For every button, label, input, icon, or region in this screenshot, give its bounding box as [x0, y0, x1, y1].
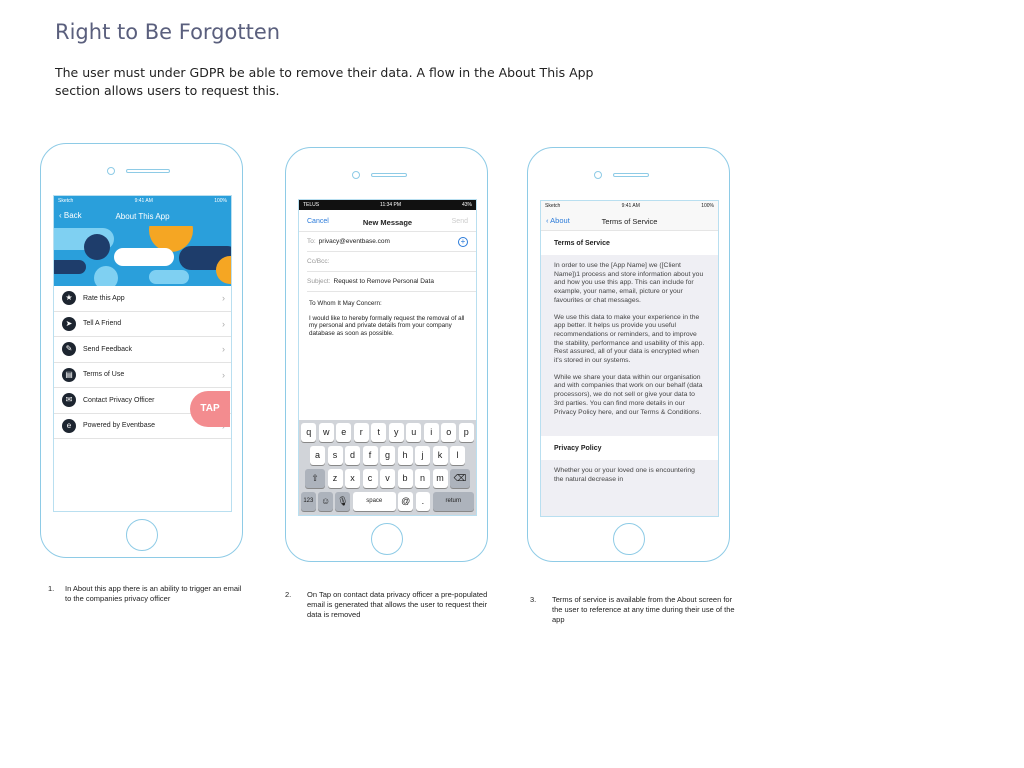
key-p[interactable]: p — [459, 423, 474, 442]
keyboard-row-4 — [301, 492, 474, 511]
home-button[interactable] — [613, 523, 645, 555]
mail-icon: ✉ — [62, 393, 76, 407]
menu-item-terms[interactable] — [54, 363, 231, 389]
terms-paragraph: While we share your data within our organisation and with companies that work on our behalf (data processors), we do not sell or give your data to 3rd parties. You can find more details in our Privacy Policy here, and our Terms & Conditions. — [554, 373, 703, 416]
art-shape — [84, 234, 110, 260]
delete-key[interactable]: ⌫ — [450, 469, 470, 488]
time-label: 9:41 AM — [621, 203, 640, 209]
battery-label: 100% — [701, 203, 714, 209]
cc-label: Cc/Bcc: — [307, 258, 330, 265]
caption-step-3 — [530, 595, 740, 625]
subject-field[interactable] — [307, 272, 476, 292]
key-r[interactable]: r — [354, 423, 369, 442]
camera-icon — [107, 167, 115, 175]
menu-label: Send Feedback — [83, 345, 133, 353]
to-field[interactable] — [307, 232, 476, 252]
at-key[interactable]: @ — [398, 492, 413, 511]
status-bar — [299, 200, 476, 210]
key-h[interactable]: h — [398, 446, 413, 465]
caption-step-2 — [285, 590, 490, 620]
back-label: Back — [63, 211, 82, 220]
key-t[interactable]: t — [371, 423, 386, 442]
email-body[interactable] — [299, 292, 476, 352]
compose-nav — [299, 210, 476, 232]
chevron-right-icon: › — [222, 369, 225, 380]
page-description: The user must under GDPR be able to remove their data. A flow in the About This App section allows users to request this. — [55, 65, 594, 98]
home-button[interactable] — [126, 519, 158, 551]
privacy-paragraph: Whether you or your loved one is encountering the natural decrease in — [554, 467, 695, 483]
caption-text: In About this app there is an ability to trigger an email to the companies privacy officer — [65, 584, 242, 603]
caption-number: 1. — [48, 584, 55, 593]
carrier-label: Sketch — [58, 198, 74, 204]
art-shape — [149, 270, 189, 284]
terms-body — [541, 255, 718, 432]
key-k[interactable]: k — [433, 446, 448, 465]
battery-label: 100% — [214, 198, 227, 204]
key-s[interactable]: s — [328, 446, 343, 465]
speaker-grille — [126, 169, 170, 173]
numbers-key[interactable]: 123 — [301, 492, 316, 511]
key-x[interactable]: x — [345, 469, 360, 488]
caption-step-1 — [48, 584, 248, 604]
keyboard-row-3 — [301, 469, 474, 488]
caption-number: 3. — [530, 595, 537, 604]
nav-bar — [541, 211, 718, 231]
key-u[interactable]: u — [406, 423, 421, 442]
key-d[interactable]: d — [345, 446, 360, 465]
menu-label: Rate this App — [83, 294, 125, 302]
star-icon: ★ — [62, 291, 76, 305]
art-shape — [54, 260, 86, 274]
menu-label: Contact Privacy Officer — [83, 396, 155, 404]
pencil-icon: ✎ — [62, 342, 76, 356]
caption-text: On Tap on contact data privacy officer a pre-populated email is generated that allows the user to request their data is removed — [307, 590, 488, 619]
nav-title: Terms of Service — [601, 217, 658, 226]
menu-item-rate[interactable] — [54, 286, 231, 312]
privacy-body — [541, 460, 718, 499]
terms-section-header: Terms of Service — [541, 231, 718, 255]
key-w[interactable]: w — [319, 423, 334, 442]
terms-paragraph: In order to use the [App Name] we ([Client Name])1 process and store information about you and how you use this app. This can include for example, your name, email, picture or your favourites or chat messages. — [554, 262, 704, 304]
key-j[interactable]: j — [415, 446, 430, 465]
battery-label: 43% — [461, 202, 472, 208]
back-button[interactable]: ‹ About — [546, 216, 570, 225]
tap-indicator: TAP — [190, 391, 230, 427]
art-shape — [114, 248, 174, 266]
menu-label: Terms of Use — [83, 371, 125, 379]
art-shape — [94, 266, 118, 286]
key-z[interactable]: z — [328, 469, 343, 488]
key-i[interactable]: i — [424, 423, 439, 442]
nav-title: About This App — [115, 212, 170, 221]
carrier-label: TELUS — [303, 202, 320, 208]
phone-mockup-terms — [527, 147, 730, 562]
key-o[interactable]: o — [441, 423, 456, 442]
back-button[interactable]: ‹ Back — [59, 211, 82, 220]
time-label: 9:41 AM — [134, 198, 153, 204]
menu-label: Powered by Eventbase — [83, 422, 155, 430]
header-illustration — [54, 226, 231, 286]
key-y[interactable]: y — [389, 423, 404, 442]
art-shape — [216, 256, 231, 284]
menu-item-feedback[interactable] — [54, 337, 231, 363]
dictation-key[interactable]: 🎙 — [335, 492, 350, 511]
chevron-right-icon: › — [222, 344, 225, 354]
speaker-grille — [371, 173, 407, 177]
home-button[interactable] — [371, 523, 403, 555]
send-button[interactable]: Send — [451, 218, 468, 225]
add-contact-icon[interactable]: + — [458, 237, 468, 247]
time-label: 11:34 PM — [380, 202, 402, 208]
emoji-key[interactable]: ☺ — [318, 492, 333, 511]
key-c[interactable]: c — [363, 469, 378, 488]
compose-title: New Message — [362, 218, 413, 227]
about-header — [54, 196, 231, 286]
key-e[interactable]: e — [336, 423, 351, 442]
status-bar — [541, 201, 718, 211]
eventbase-logo-icon: e — [62, 419, 76, 433]
privacy-section-header: Privacy Policy — [541, 436, 718, 460]
compose-sheet — [299, 210, 476, 515]
to-value: privacy@eventbase.com — [318, 238, 390, 245]
cc-field[interactable] — [307, 252, 476, 272]
key-m[interactable]: m — [433, 469, 448, 488]
caption-number: 2. — [285, 590, 292, 599]
key-b[interactable]: b — [398, 469, 413, 488]
carrier-label: Sketch — [545, 203, 561, 209]
camera-icon — [594, 171, 602, 179]
return-key[interactable]: return — [433, 492, 474, 511]
keyboard-row-2 — [301, 446, 474, 465]
key-g[interactable]: g — [380, 446, 395, 465]
phone-mockup-about — [40, 143, 243, 558]
space-key[interactable]: space — [353, 492, 396, 511]
send-icon: ➤ — [62, 317, 76, 331]
camera-icon — [352, 171, 360, 179]
subject-label: Subject: — [307, 278, 331, 285]
phone-mockup-email — [285, 147, 488, 562]
nav-bar — [54, 206, 231, 226]
chevron-right-icon: › — [222, 293, 225, 303]
to-label: To: — [307, 238, 316, 245]
terms-paragraph: We use this data to make your experience in the app better. It helps us provide you useful recommendations or reminders, and to improve the stability, performance and usability of this app. Rest assured, all of your data is encrypted when it's stored in our systems. — [554, 313, 705, 365]
menu-item-tell-friend[interactable] — [54, 312, 231, 338]
chevron-right-icon: › — [222, 318, 225, 329]
key-q[interactable]: q — [301, 423, 316, 442]
email-screen — [298, 199, 477, 516]
cancel-button[interactable]: Cancel — [307, 218, 329, 225]
status-bar — [54, 196, 231, 206]
page-title: Right to Be Forgotten — [55, 20, 281, 44]
subject-value: Request to Remove Personal Data — [333, 278, 434, 285]
keyboard-row-1 — [301, 423, 474, 442]
menu-label: Tell A Friend — [83, 320, 122, 328]
email-text: I would like to hereby formally request the removal of all my personal and private details from your company database as soon as possible. — [309, 314, 465, 337]
key-a[interactable]: a — [310, 446, 325, 465]
key-l[interactable]: l — [450, 446, 465, 465]
keyboard — [299, 420, 476, 515]
document-icon: ▤ — [62, 368, 76, 382]
speaker-grille — [613, 173, 649, 177]
about-screen — [53, 195, 232, 512]
dot-key[interactable]: . — [416, 492, 431, 511]
email-greeting: To Whom It May Concern: — [309, 300, 382, 307]
key-n[interactable]: n — [415, 469, 430, 488]
key-v[interactable]: v — [380, 469, 395, 488]
terms-screen — [540, 200, 719, 517]
shift-key[interactable]: ⇧ — [305, 469, 325, 488]
caption-text: Terms of service is available from the About screen for the user to reference at any time during their use of the app — [552, 595, 735, 624]
key-f[interactable]: f — [363, 446, 378, 465]
back-label: About — [550, 216, 570, 225]
